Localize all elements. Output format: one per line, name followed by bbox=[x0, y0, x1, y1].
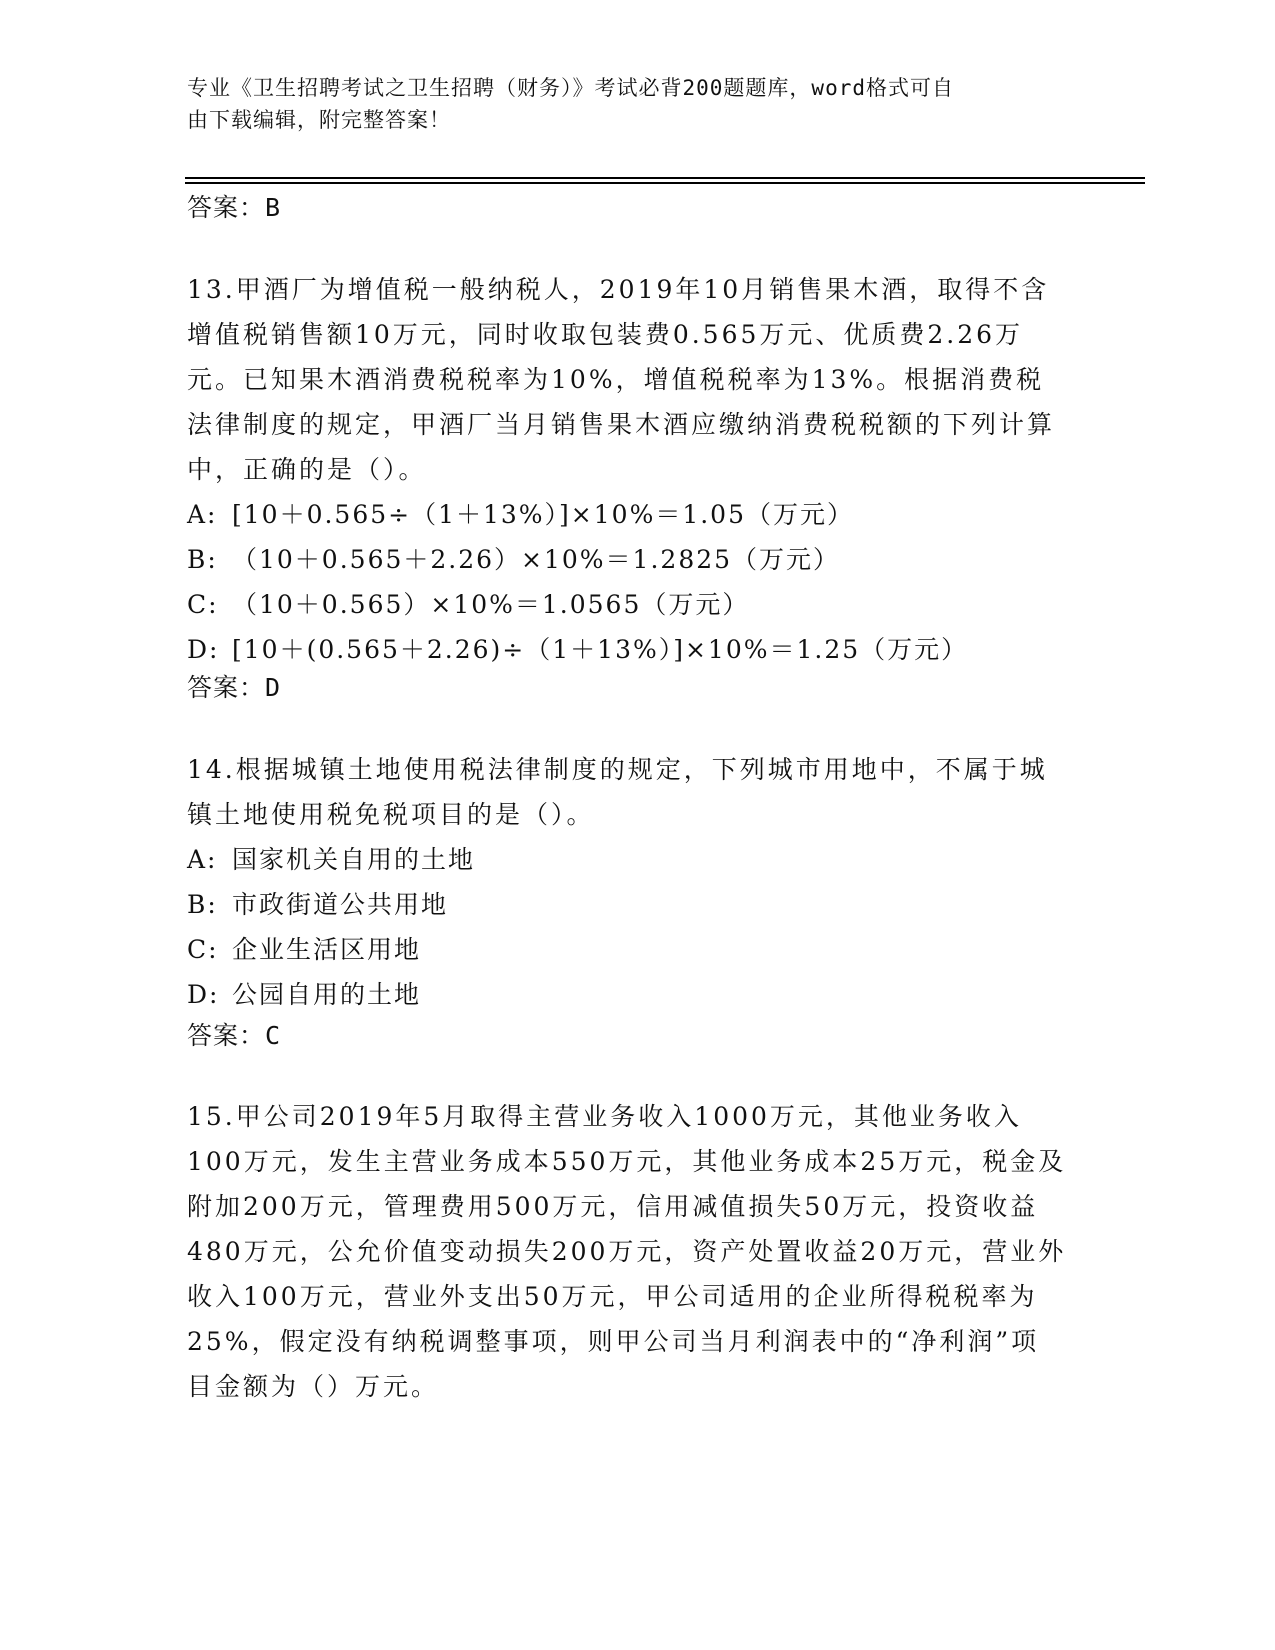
header-line-1: 专业《卫生招聘考试之卫生招聘（财务）》考试必背200题题库，word格式可自 bbox=[187, 76, 954, 100]
question-13-text: 13.甲酒厂为增值税一般纳税人，2019年10月销售果木酒，取得不含增值税销售额10万元，同时收取包装费0.565万元、优质费2.26万元。已知果木酒消费税税率为10%，增值税税率为13%。根据消费税法律制度的规定，甲酒厂当月销售果木酒应缴纳消费税税额的下列计算中，正确的是（）。 bbox=[187, 275, 1056, 484]
question-13-option-a: A: [10＋0.565÷（1＋13%）]×10%＝1.05（万元） bbox=[187, 500, 854, 529]
question-13-option-b: B: （10＋0.565＋2.26）×10%＝1.2825（万元） bbox=[187, 545, 841, 574]
answer-14: 答案：C bbox=[187, 1021, 282, 1050]
question-14-option-b: B: 市政街道公共用地 bbox=[187, 890, 449, 919]
answer-13: 答案：D bbox=[187, 673, 282, 702]
question-14-text: 14.根据城镇土地使用税法律制度的规定，下列城市用地中，不属于城镇土地使用税免税项目的是（）。 bbox=[187, 755, 1048, 829]
question-13 bbox=[187, 267, 1067, 672]
document-header bbox=[187, 72, 1067, 136]
question-13-option-c: C: （10＋0.565）×10%＝1.0565（万元） bbox=[187, 590, 750, 619]
question-14-option-c: C: 企业生活区用地 bbox=[187, 935, 422, 964]
question-15 bbox=[187, 1094, 1067, 1409]
question-13-option-d: D: [10＋(0.565＋2.26)÷（1＋13%）]×10%＝1.25（万元） bbox=[187, 635, 969, 664]
header-divider-bottom bbox=[185, 182, 1145, 184]
header-line-2: 由下载编辑，附完整答案！ bbox=[187, 108, 451, 132]
question-14-option-d: D: 公园自用的土地 bbox=[187, 980, 422, 1009]
question-14-option-a: A: 国家机关自用的土地 bbox=[187, 845, 476, 874]
question-14 bbox=[187, 747, 1067, 1017]
answer-previous: 答案：B bbox=[187, 193, 282, 222]
header-divider-top bbox=[185, 177, 1145, 179]
question-15-text: 15.甲公司2019年5月取得主营业务收入1000万元，其他业务收入100万元，发生主营业务成本550万元，其他业务成本25万元，税金及附加200万元，管理费用500万元，信用减值损失50万元，投资收益480万元，公允价值变动损失200万元，资产处置收益20万元，营业外收入100万元，营业外支出50万元，甲公司适用的企业所得税税率为25%，假定没有纳税调整事项，则甲公司当月利润表中的“净利润”项目金额为（）万元。 bbox=[187, 1102, 1067, 1401]
